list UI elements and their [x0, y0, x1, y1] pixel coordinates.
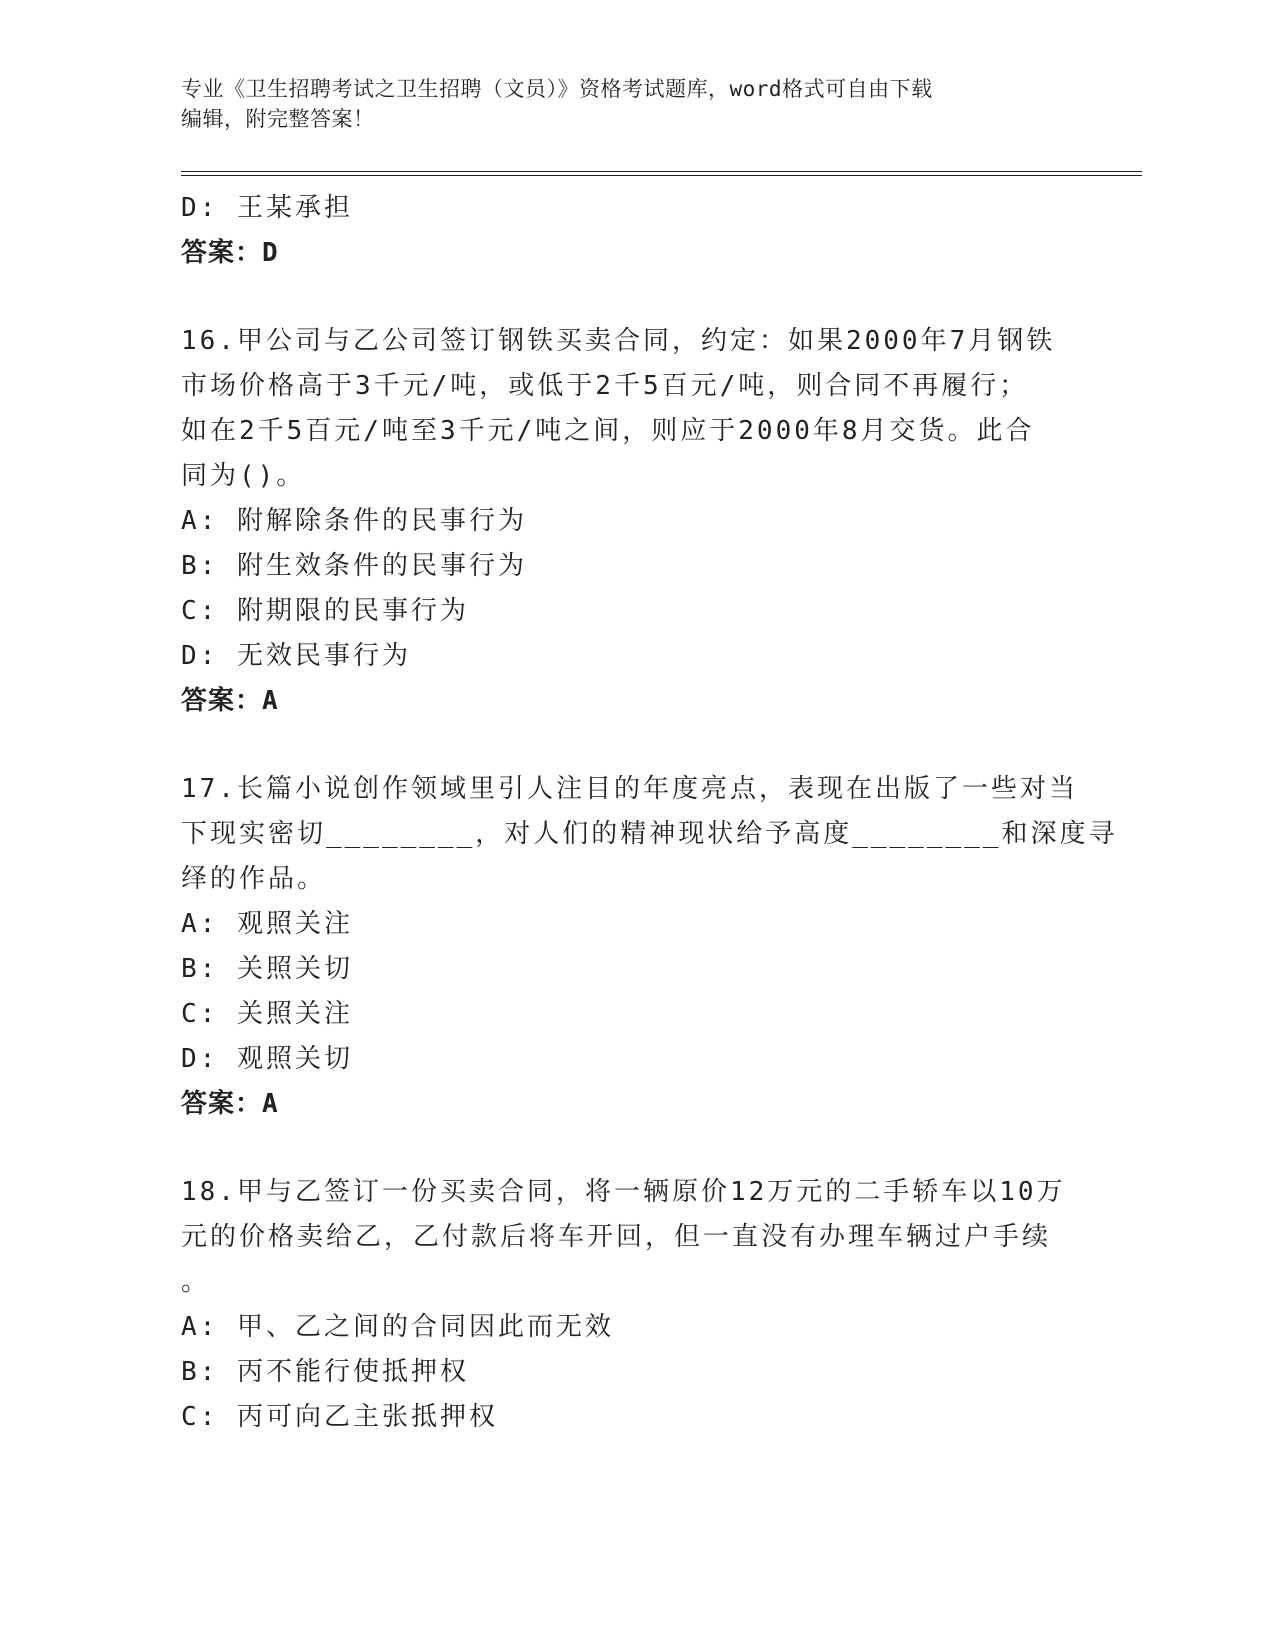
- question-text-line: 16.甲公司与乙公司签订钢铁买卖合同，约定：如果2000年7月钢铁: [181, 326, 1056, 356]
- option-a: A: 附解除条件的民事行为: [181, 506, 527, 536]
- header-rule-top: [181, 171, 1142, 172]
- question-16: [181, 319, 1061, 724]
- question-text-line: 17.长篇小说创作领域里引人注目的年度亮点，表现在出版了一些对当: [181, 774, 1078, 804]
- option-d: D: 无效民事行为: [181, 641, 411, 671]
- option-c: C: 丙可向乙主张抵押权: [181, 1402, 498, 1432]
- question-text-line: 绎的作品。: [181, 864, 327, 894]
- question-text-line: 市场价格高于3千元/吨，或低于2千5百元/吨，则合同不再履行；: [181, 371, 1029, 401]
- question-18: [181, 1170, 1066, 1440]
- question-text-line: 18.甲与乙签订一份买卖合同，将一辆原价12万元的二手轿车以10万: [181, 1177, 1066, 1207]
- option-c: C: 关照关注: [181, 999, 353, 1029]
- question-text-line: 元的价格卖给乙，乙付款后将车开回，但一直没有办理车辆过户手续: [181, 1222, 1052, 1252]
- question-text-line: 同为()。: [181, 461, 306, 491]
- question-gap: [181, 276, 1061, 319]
- header-line-2: 编辑，附完整答案！: [181, 107, 375, 131]
- answer-line: 答案：D: [181, 238, 279, 268]
- answer-line: 答案：A: [181, 1089, 279, 1119]
- question-content: [181, 186, 1118, 1440]
- question-text-line: 下现实密切________，对人们的精神现状给予高度________和深度寻: [181, 819, 1118, 849]
- header-rule-bottom: [181, 175, 1142, 176]
- option-d: D: 王某承担: [181, 193, 353, 223]
- answer-line: 答案：A: [181, 686, 279, 716]
- document-header: [181, 74, 1061, 134]
- option-a: A: 甲、乙之间的合同因此而无效: [181, 1312, 614, 1342]
- question-text-line: 如在2千5百元/吨至3千元/吨之间，则应于2000年8月交货。此合: [181, 416, 1035, 446]
- question-15-tail: [181, 186, 1061, 276]
- option-d: D: 观照关切: [181, 1044, 353, 1074]
- option-a: A: 观照关注: [181, 909, 353, 939]
- option-b: B: 关照关切: [181, 954, 353, 984]
- question-text-line: 。: [181, 1267, 211, 1297]
- option-b: B: 附生效条件的民事行为: [181, 551, 527, 581]
- question-gap: [181, 1127, 1061, 1170]
- header-line-1: 专业《卫生招聘考试之卫生招聘（文员）》资格考试题库，word格式可自由下载: [181, 77, 933, 101]
- question-17: [181, 767, 1118, 1127]
- option-b: B: 丙不能行使抵押权: [181, 1357, 469, 1387]
- question-gap: [181, 724, 1061, 767]
- option-c: C: 附期限的民事行为: [181, 596, 469, 626]
